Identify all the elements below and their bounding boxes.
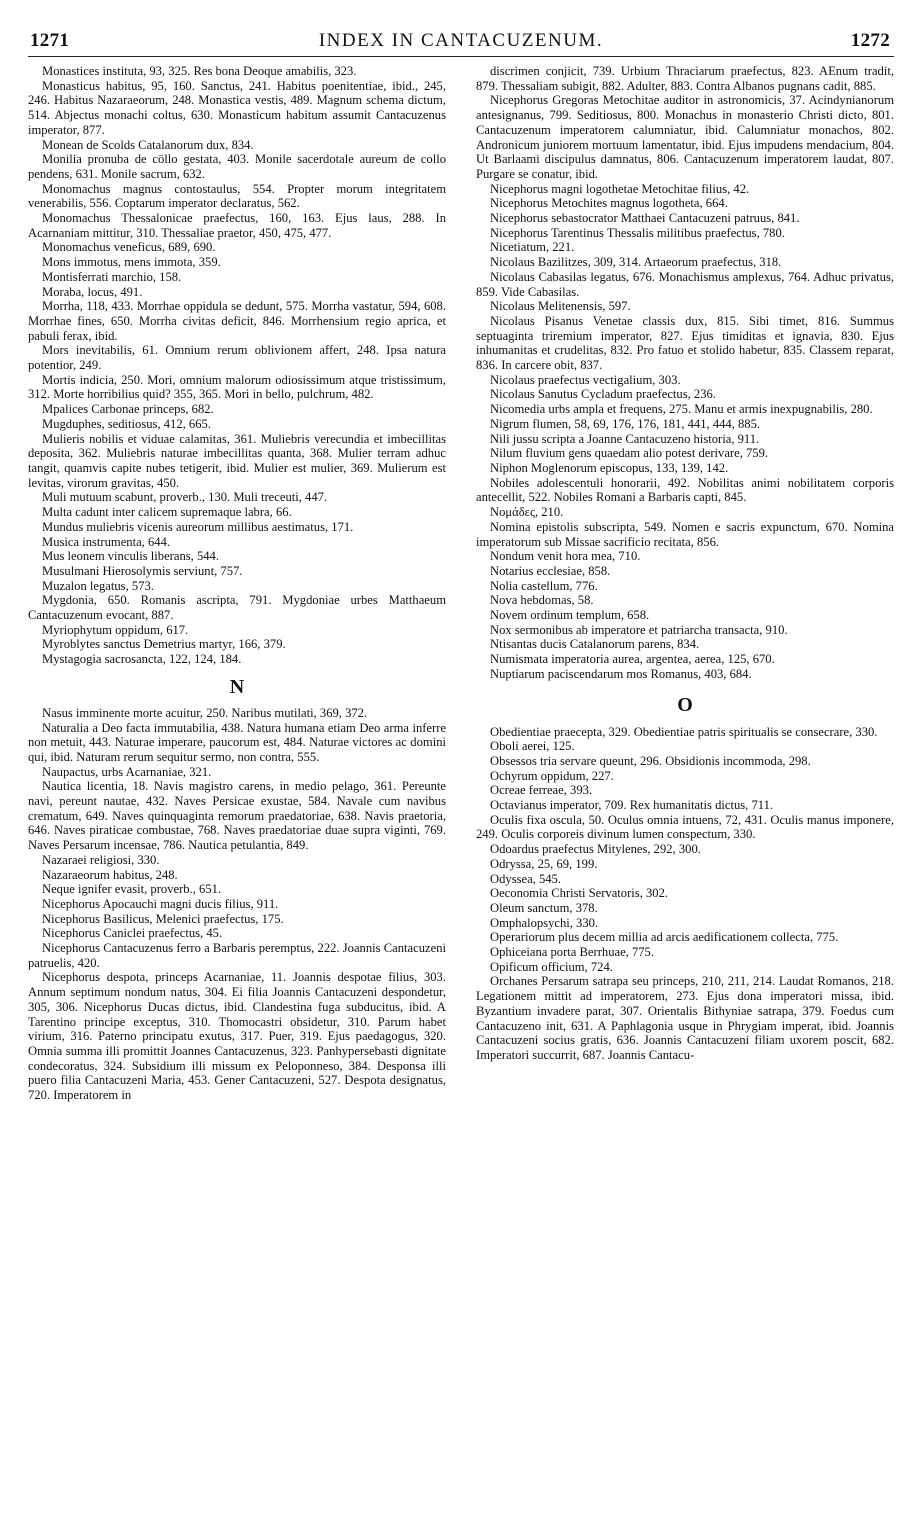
- index-entry: Nicolaus Bazilitzes, 309, 314. Artaeorum praefectus, 318.: [490, 255, 782, 270]
- index-entry: Ocreae ferreae, 393.: [490, 783, 593, 798]
- index-entry: Nicolaus praefectus vectigalium, 303.: [490, 372, 681, 387]
- index-entry: Nilum fluvium gens quaedam alio potest derivare, 759.: [490, 446, 769, 461]
- index-entry: Nicetiatum, 221.: [490, 240, 575, 255]
- index-entry: Nicolaus Melitenensis, 597.: [490, 299, 631, 314]
- index-entry: Mundus muliebris vicenis aureorum millibus aestimatus, 171.: [42, 519, 354, 534]
- index-entry: Monomachus Thessalonicae praefectus, 160, 163. Ejus laus, 288. In Acarnaniam mittitur, 310. Thessaliae praetor, 450, 475, 477.: [28, 211, 446, 240]
- index-entry: Oleum sanctum, 378.: [490, 900, 598, 915]
- index-entry: Obsessos tria servare queunt, 296. Obsidionis incommoda, 298.: [490, 753, 811, 768]
- index-entry: Nuptiarum paciscendarum mos Romanus, 403, 684.: [490, 666, 752, 681]
- index-entry: Nasus imminente morte acuitur, 250. Naribus mutilati, 369, 372.: [42, 705, 368, 720]
- index-entry: Nicomedia urbs ampla et frequens, 275. Manu et armis inexpugnabilis, 280.: [490, 402, 873, 417]
- index-entry: Octavianus imperator, 709. Rex humanitatis dictus, 711.: [490, 798, 774, 813]
- index-entry: Opificum officium, 724.: [490, 959, 613, 974]
- index-entry: Omphalopsychi, 330.: [490, 915, 599, 930]
- index-entry: Mulieris nobilis et viduae calamitas, 361. Muliebris verecundia et imbecillitas deposita, 362. Muliebris naturae imbecillitas quanta, 368. Mulier terram adhuc tangit, quamvis capite nubes tetigerit, ibid. Mulier est mulier, 369. Mulierum est levitas, virorum gravitas, 450.: [28, 431, 446, 490]
- index-entry: Muzalon legatus, 573.: [42, 578, 154, 593]
- index-entry: Nicephorus despota, princeps Acarnaniae, 11. Joannis despotae filius, 303. Annum septimum nondum natus, 304. Ei filia Joannis Cantacuzeni despondetur, 305, 306. Nicephorus Ducas dictus, ibid. Clandestina fuga subducitus, ibid. A Tarentino principe exceptus, 310. Thomocastri obsidetur, 310. Parum habet virium, 316. Paterno principatu exutus, 317. Puer, 319. Ejus paedagogus, 320. Omnia summa illi promittit Joannes Cantacuzenus, 323. Panhypersebasti dignitate condecoratus, 324. Subsidium illi missum ex Peloponneso, 384. Desponsa illi puero filia Cantacuzeni Maria, 453. Gener Cantacuzeni, 527. Despota designatus, 720. Imperatorem in: [28, 970, 446, 1103]
- index-entry: Musica instrumenta, 644.: [42, 534, 171, 549]
- index-entry: Nicephorus sebastocrator Matthaei Cantacuzeni patruus, 841.: [490, 211, 800, 226]
- index-entry: Mors inevitabilis, 61. Omnium rerum oblivionem affert, 248. Ipsa natura potentior, 249.: [28, 343, 446, 373]
- index-entry: Νομάδες, 210.: [490, 505, 564, 520]
- index-entry: Nicephorus Cantacuzenus ferro a Barbaris peremptus, 222. Joannis Cantacuzeni patruelis, 420.: [28, 941, 446, 970]
- index-entry: Nicolaus Sanutus Cycladum praefectus, 236.: [490, 387, 716, 402]
- index-entry: Orchanes Persarum satrapa seu princeps, 210, 211, 214. Laudat Romanos, 218. Legationem mittit ad imperatorem, 273. Ejus dona imperatori missa, ibid. Byzantium invadere parat, 307. Orientalis Bithyniae satrapa, 379. Foedus cum Cantacuzeno init, 631. A Paphlagonia usque in Phrygiam imperat, ibid. Joannis Cantacuzeni socius gratis, 636. Joannis Cantacuzeni filiam uxorem poscit, 682. Imperatori succurrit, 687. Joannis Cantacu-: [476, 974, 894, 1062]
- index-entry: Mortis indicia, 250. Mori, omnium malorum odiosissimum atque tristissimum, 312. Morte horribilius quid? 355, 365. Mori in bello, pulchrum, 482.: [28, 372, 446, 402]
- index-entry: discrimen conjicit, 739. Urbium Thraciarum praefectus, 823. AEnum tradit, 879. Thessaliam subigit, 882. Adulter, 883. Contra Albanos pugnans cadit, 885.: [476, 64, 894, 93]
- index-entry: Nicolaus Cabasilas legatus, 676. Monachismus amplexus, 764. Adhuc privatus, 859. Vide Cabasilas.: [476, 269, 894, 299]
- section-letter: N: [229, 675, 245, 698]
- index-entry: Moraba, locus, 491.: [42, 284, 143, 299]
- index-entry: Monean de Scolds Catalanorum dux, 834.: [42, 137, 254, 152]
- index-entry: Nicephorus Apocauchi magni ducis filius, 911.: [42, 896, 279, 911]
- index-entry: Mus leonem vinculis liberans, 544.: [42, 549, 219, 564]
- index-entry: Naturalia a Deo facta immutabilia, 438. Natura humana etiam Deo arma inferre non metuit, 443. Naturae imperare, paucorum est, 484. Naturae victores ac domini qui, ibid. Naturam rerum sequitur sermo, non contra, 555.: [28, 720, 446, 764]
- index-entry: Nicephorus Caniclei praefectus, 45.: [42, 926, 223, 941]
- index-entry: Ophiceiana porta Berrhuae, 775.: [490, 945, 655, 960]
- index-entry: Ntisantas ducis Catalanorum parens, 834.: [490, 637, 700, 652]
- index-entry: Nicephorus magni logothetae Metochitae filius, 42.: [490, 181, 750, 196]
- index-entry: Myriophytum oppidum, 617.: [42, 622, 189, 637]
- index-entry: Odoardus praefectus Mitylenes, 292, 300.: [490, 842, 701, 857]
- index-entry: Nobiles adolescentuli honorarii, 492. Nobilitas animi nobilitatem corporis antecellit, 522. Nobiles Romani a Barbaris capti, 845.: [476, 475, 894, 505]
- index-entry: Nox sermonibus ab imperatore et patriarcha transacta, 910.: [490, 622, 788, 637]
- section-letter: O: [677, 693, 693, 716]
- right-column: [476, 64, 894, 1520]
- index-entry: Nova hebdomas, 58.: [490, 593, 594, 608]
- index-entry: Multa cadunt inter calicem supremaque labra, 66.: [42, 505, 292, 520]
- index-entry: Nazaraeorum habitus, 248.: [42, 867, 178, 882]
- index-entry: Mugduphes, seditiosus, 412, 665.: [42, 416, 211, 431]
- index-entry: Novem ordinum templum, 658.: [490, 608, 650, 623]
- index-entry: Mygdonia, 650. Romanis ascripta, 791. Mygdoniae urbes Matthaeum Cantacuzenum evocant, 887.: [28, 593, 446, 623]
- index-entry: Mystagogia sacrosancta, 122, 124, 184.: [42, 652, 242, 667]
- index-entry: Nazaraei religiosi, 330.: [42, 852, 160, 867]
- index-entry: Mpalices Carbonae princeps, 682.: [42, 402, 214, 417]
- index-entry: Nondum venit hora mea, 710.: [490, 549, 641, 564]
- index-entry: Nicephorus Basilicus, Melenici praefectus, 175.: [42, 911, 284, 926]
- index-entry: Oboli aerei, 125.: [490, 739, 575, 754]
- index-entry: Obedientiae praecepta, 329. Obedientiae patris spiritualis se consecrare, 330.: [490, 724, 878, 739]
- index-entry: Numismata imperatoria aurea, argentea, aerea, 125, 670.: [490, 652, 775, 667]
- index-entry: Nicephorus Tarentinus Thessalis militibus praefectus, 780.: [490, 225, 785, 240]
- index-entry: Muli mutuum scabunt, proverb., 130. Muli treceuti, 447.: [42, 490, 328, 505]
- index-entry: Musulmani Hierosolymis serviunt, 757.: [42, 563, 243, 578]
- left-column: [28, 64, 446, 1520]
- index-entry: Mons immotus, mens immota, 359.: [42, 255, 221, 270]
- running-head: [28, 30, 894, 56]
- index-entry: Odryssa, 25, 69, 199.: [490, 856, 598, 871]
- page-title: INDEX IN CANTACUZENUM.: [318, 30, 604, 51]
- index-page: [28, 30, 894, 1520]
- page-number-right: 1272: [850, 30, 890, 51]
- header-rule: [28, 56, 894, 57]
- index-entry: Nautica licentia, 18. Navis magistro carens, in medio pelago, 361. Pereunte navi, pereunt nautae, 432. Naves Persicae exustae, 584. Navale cum navibus crematum, 649. Naves quinquaginta remorum praedatoriae, 638. Navis praetoria, 646. Naves piraticae combustae, 768. Naves praedatoriae duae supra viginti, 769. Naves Persarum incensae, 786. Nautica petulantia, 849.: [28, 779, 446, 853]
- index-entry: Montisferrati marchio, 158.: [42, 269, 182, 284]
- index-entry: Monomachus veneficus, 689, 690.: [42, 240, 216, 255]
- index-entry: Monomachus magnus contostaulus, 554. Propter morum integritatem venerabilis, 556. Coptarum imperator declaratus, 562.: [28, 181, 446, 211]
- index-entry: Morrha, 118, 433. Morrhae oppidula se dedunt, 575. Morrha vastatur, 594, 608. Morrhae fines, 650. Morrha civitas deficit, 846. Morrhensium regio aprica, et pabuli ferax, ibid.: [28, 299, 446, 343]
- index-entry: Monastices instituta, 93, 325. Res bona Deoque amabilis, 323.: [42, 64, 357, 78]
- index-entry: Niphon Moglenorum episcopus, 133, 139, 142.: [490, 460, 729, 475]
- index-entry: Neque ignifer evasit, proverb., 651.: [42, 882, 222, 897]
- index-entry: Nigrum flumen, 58, 69, 176, 176, 181, 441, 444, 885.: [490, 416, 761, 431]
- index-entry: Ochyrum oppidum, 227.: [490, 768, 614, 783]
- index-entry: Myroblytes sanctus Demetrius martyr, 166, 379.: [42, 637, 286, 652]
- index-entry: Nolia castellum, 776.: [490, 578, 598, 593]
- index-entry: Monasticus habitus, 95, 160. Sanctus, 241. Habitus poenitentiae, ibid., 245, 246. Habitus Nazaraeorum, 248. Monastica vestis, 489. Magnum schema dictum, 514. Abjectus monachi coltus, 630. Monasticum habitum assumit Cantacuzenus imperator, 877.: [28, 78, 446, 137]
- index-entry: Nicephorus Metochites magnus logotheta, 664.: [490, 196, 728, 211]
- page-number-left: 1271: [30, 30, 70, 51]
- index-entry: Monilia pronuba de cöllo gestata, 403. Monile sacerdotale aureum de collo pendens, 631. Monile sacrum, 632.: [28, 152, 446, 181]
- index-entry: Nomina epistolis subscripta, 549. Nomen e sacris expunctum, 670. Nomina imperatorum sub Missae sacrificio recitata, 856.: [476, 519, 894, 549]
- index-entry: Nicolaus Pisanus Venetae classis dux, 815. Sibi timet, 816. Summus septuaginta triremium imperator, 827. Ejus timiditas et ignavia, 830. Ejus inhumanitas et crudelitas, 832. Pro fatuo et stolido habetur, 835. Classem reparat, 836. In carcere obit, 837.: [476, 313, 894, 373]
- index-entry: Operariorum plus decem millia ad arcis aedificationem collecta, 775.: [490, 930, 839, 945]
- index-entry: Nili jussu scripta a Joanne Cantacuzeno historia, 911.: [490, 431, 760, 446]
- index-entry: Nicephorus Gregoras Metochitae auditor in astronomicis, 37. Acindynianorum antesignanus, 799. Seditiosus, 800. Monachus in monasterio Christi dicto, 801. Cantacuzenum imperatorem calumniatur, ibid. Calumniatur monachos, 802. Andronicum juniorem mortuum lamentatur, ibid. Ejus impudens mendacium, 804. Ut Barlaami discipulus damnatus, 806. Cantacuzenum imperatorem laudat, 807. Purgare se conatur, ibid.: [476, 93, 894, 181]
- index-entry: Oculis fixa oscula, 50. Oculus omnia intuens, 72, 431. Oculis manus imponere, 249. Oculis corporeis divinum lumen conspectum, 330.: [476, 812, 894, 842]
- index-columns: [28, 64, 894, 1520]
- index-entry: Naupactus, urbs Acarnaniae, 321.: [42, 764, 212, 779]
- index-entry: Notarius ecclesiae, 858.: [490, 563, 611, 578]
- index-entry: Odyssea, 545.: [490, 871, 562, 886]
- index-entry: Oeconomia Christi Servatoris, 302.: [490, 886, 669, 901]
